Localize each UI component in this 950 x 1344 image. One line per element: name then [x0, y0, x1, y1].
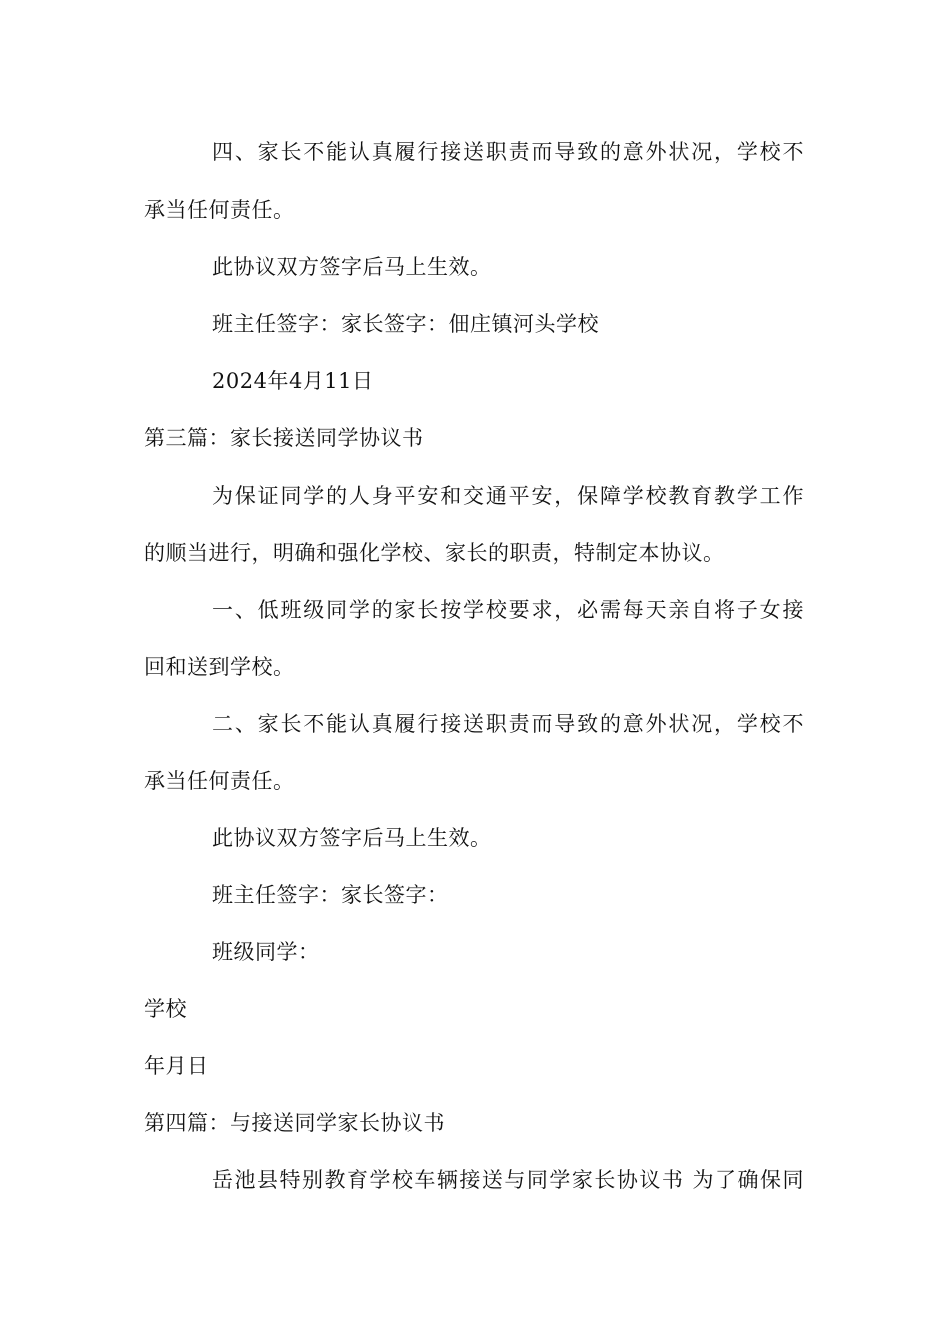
section-title-four: 第四篇：与接送同学家长协议书	[144, 1111, 445, 1135]
effective-clause-2: 此协议双方签字后马上生效。	[212, 826, 492, 850]
clause-one-line-1: 一、低班级同学的家长按学校要求，必需每天亲自将子女接	[212, 598, 804, 622]
date-line: 2024年4月11日	[212, 369, 374, 393]
signature-line: 班主任签字：家长签字：佃庄镇河头学校	[212, 312, 599, 336]
effective-clause: 此协议双方签字后马上生效。	[212, 255, 492, 279]
section-title-three: 第三篇：家长接送同学协议书	[144, 426, 424, 450]
paragraph-four-line-1: 四、家长不能认真履行接送职责而导致的意外状况，学校不	[212, 140, 804, 164]
date-placeholder-line: 年月日	[144, 1054, 209, 1078]
school-line: 学校	[144, 997, 187, 1021]
signature-line-2: 班主任签字：家长签字：	[212, 883, 449, 907]
clause-two-line-1: 二、家长不能认真履行接送职责而导致的意外状况，学校不	[212, 712, 804, 736]
class-students-line: 班级同学：	[212, 940, 320, 964]
paragraph-four-line-2: 承当任何责任。	[144, 198, 295, 222]
intro-line-1: 为保证同学的人身平安和交通平安，保障学校教育教学工作	[212, 484, 804, 508]
clause-two-line-2: 承当任何责任。	[144, 769, 295, 793]
section-four-intro-line: 岳池县特别教育学校车辆接送与同学家长协议书 为了确保同	[212, 1168, 804, 1192]
intro-line-2: 的顺当进行，明确和强化学校、家长的职责，特制定本协议。	[144, 541, 725, 565]
clause-one-line-2: 回和送到学校。	[144, 655, 295, 679]
